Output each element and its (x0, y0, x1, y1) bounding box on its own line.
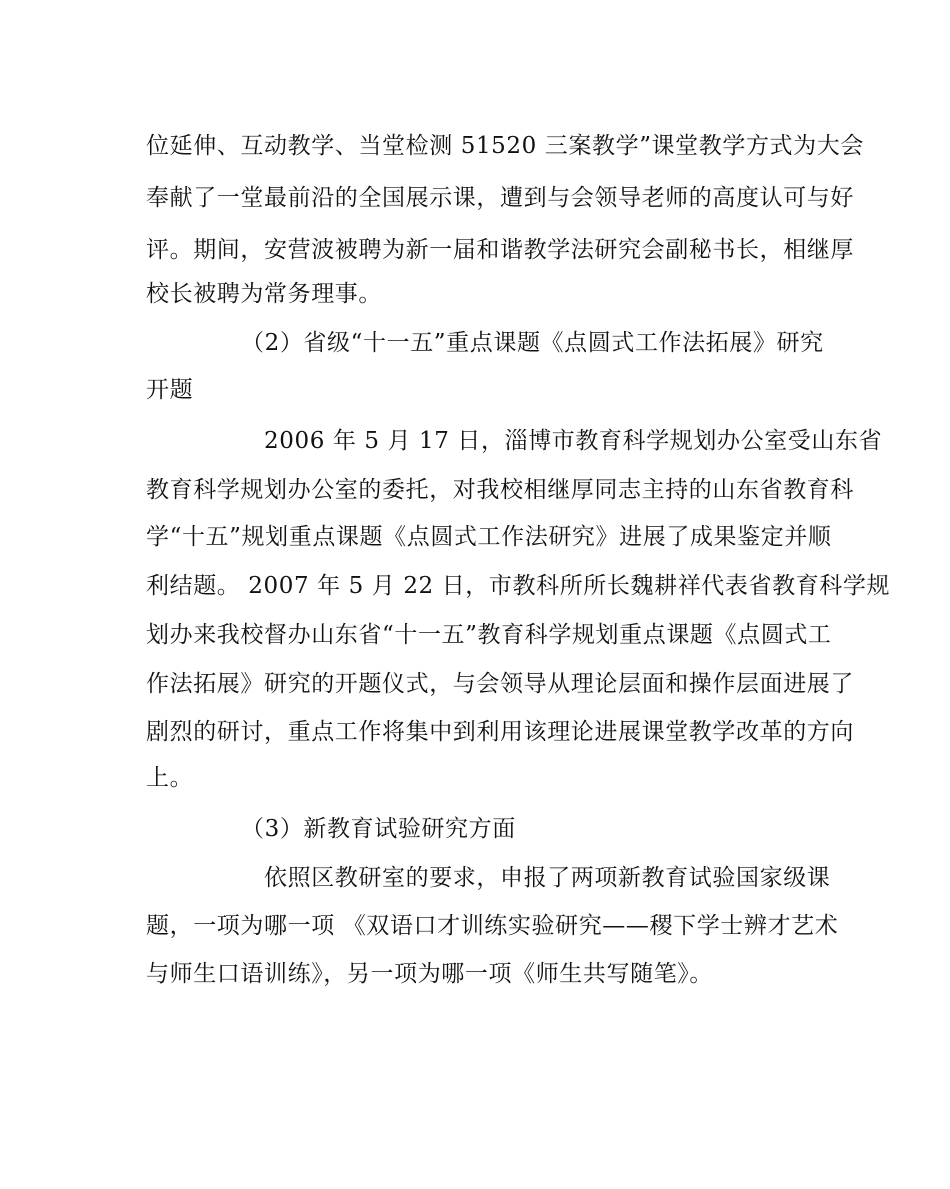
paragraph-line: 题，一项为哪一项 《双语口才训练实验研究——稷下学士辨才艺术 (146, 913, 839, 939)
paragraph-line: 上。 (146, 765, 194, 791)
paragraph-line: 位延伸、互动教学、当堂检测 51520 三案教学”课堂教学方式为大会 (146, 133, 864, 159)
paragraph-line: 剧烈的研讨，重点工作将集中到利用该理论进展课堂教学改革的方向 (146, 719, 854, 745)
section-heading-2-continued: 开题 (146, 377, 194, 403)
paragraph-line: 与师生口语训练》，另一项为哪一项《师生共写随笔》。 (146, 961, 713, 987)
section-heading-2: （2）省级“十一五”重点课题《点圆式工作法拓展》研究 (241, 330, 824, 356)
paragraph-line: 评。期间，安营波被聘为新一届和谐教学法研究会副秘书长，相继厚 (146, 237, 854, 263)
paragraph-line: 学“十五”规划重点课题《点圆式工作法研究》进展了成果鉴定并顺 (146, 524, 832, 550)
paragraph-line: 校长被聘为常务理事。 (146, 281, 382, 307)
paragraph-line: 利结题。 2007 年 5 月 22 日，市教科所所长魏耕祥代表省教育科学规 (146, 573, 891, 599)
paragraph-line: 2006 年 5 月 17 日，淄博市教育科学规划办公室受山东省 (264, 428, 883, 454)
paragraph-line: 作法拓展》研究的开题仪式，与会领导从理论层面和操作层面进展了 (146, 671, 854, 697)
paragraph-line: 奉献了一堂最前沿的全国展示课，遭到与会领导老师的高度认可与好 (146, 185, 854, 211)
paragraph-line: 依照区教研室的要求，申报了两项新教育试验国家级课 (264, 865, 831, 891)
section-heading-3: （3）新教育试验研究方面 (241, 816, 516, 842)
paragraph-line: 教育科学规划办公室的委托，对我校相继厚同志主持的山东省教育科 (146, 477, 854, 503)
paragraph-line: 划办来我校督办山东省“十一五”教育科学规划重点课题《点圆式工 (146, 622, 832, 648)
